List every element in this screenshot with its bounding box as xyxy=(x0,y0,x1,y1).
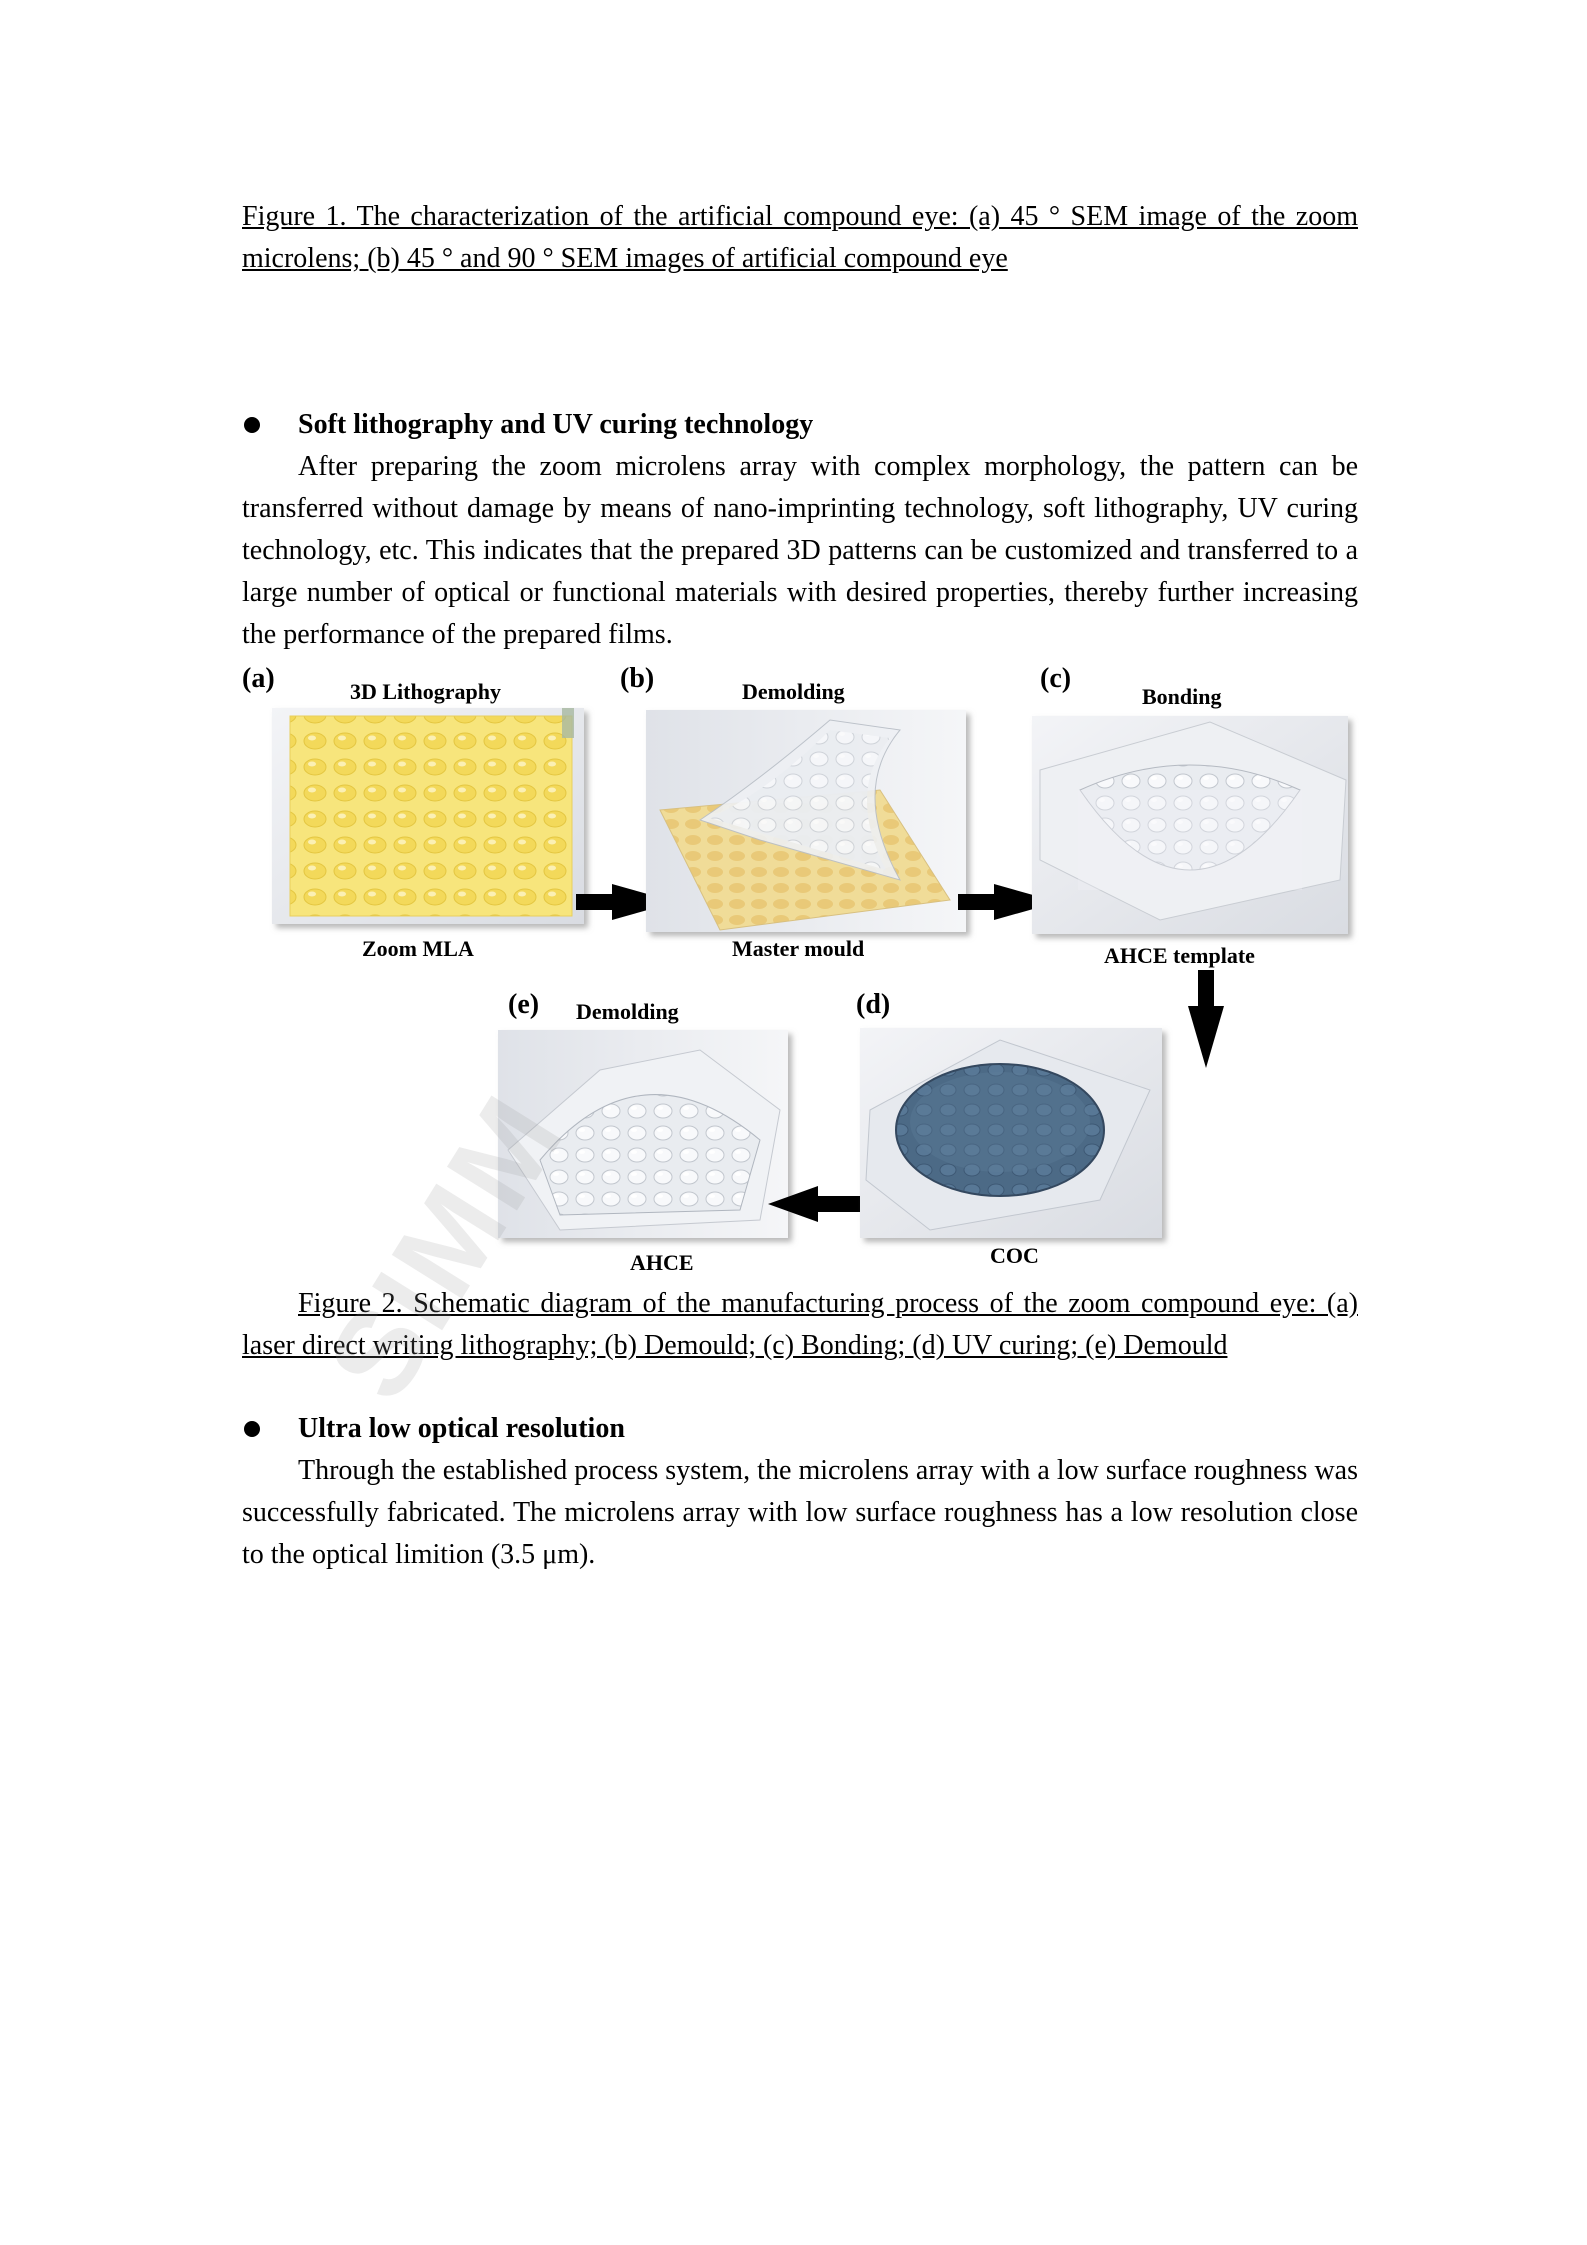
panel-c-image xyxy=(1032,716,1348,934)
panel-e-label: AHCE xyxy=(630,1250,694,1275)
panel-e-image xyxy=(498,1030,788,1238)
section-title-soft-lithography: Soft lithography and UV curing technology xyxy=(298,409,814,440)
panel-b-letter: (b) xyxy=(620,663,655,694)
panel-c-label: AHCE template xyxy=(1104,943,1255,968)
panel-d-image xyxy=(860,1028,1162,1238)
panel-b-image xyxy=(646,710,966,932)
section-paragraph-optical-resolution: Through the established process system, the microlens array with a low surface roughness was successfully fabricated. The microlens array with low surface roughness has a low resolution close to the optical limition (3.5 μm). xyxy=(242,1455,1358,1570)
arrow-down-icon xyxy=(1188,970,1224,1068)
bullet-icon xyxy=(244,1421,260,1437)
panel-e-letter: (e) xyxy=(508,989,540,1020)
panel-c-title: Bonding xyxy=(1142,684,1222,709)
panel-d-label: COC xyxy=(990,1243,1039,1268)
panel-c-letter: (c) xyxy=(1040,663,1072,694)
panel-a-title: 3D Lithography xyxy=(350,679,501,704)
figure2-caption: Figure 2. Schematic diagram of the manufacturing process of the zoom compound eye: (a) laser direct writing lithography; (b) Demould; (c) Bonding; (d) UV curing; (e) Demould xyxy=(242,1288,1358,1361)
panel-a-label: Zoom MLA xyxy=(362,936,474,961)
watermark: SIMM xyxy=(301,1071,590,1423)
panel-b-label: Master mould xyxy=(732,936,865,961)
panel-b-title: Demolding xyxy=(742,679,845,704)
panel-e-title: Demolding xyxy=(576,999,679,1024)
section-title-optical-resolution: Ultra low optical resolution xyxy=(298,1413,625,1444)
panel-a-letter: (a) xyxy=(242,663,275,694)
section-paragraph-soft-lithography: After preparing the zoom microlens array with complex morphology, the pattern can be transferred without damage by means of nano-imprinting technology, soft lithography, UV curing technology, etc. This indicates that the prepared 3D patterns can be customized and transferred to a large number of optical or functional materials with desired properties, thereby further increasing the performance of the prepared films. xyxy=(242,451,1358,650)
panel-d-letter: (d) xyxy=(856,989,891,1020)
figure1-caption: Figure 1. The characterization of the artificial compound eye: (a) 45 ° SEM image of the zoom microlens; (b) 45 ° and 90 ° SEM images of artificial compound eye xyxy=(242,201,1358,274)
panel-a-image xyxy=(272,708,584,924)
